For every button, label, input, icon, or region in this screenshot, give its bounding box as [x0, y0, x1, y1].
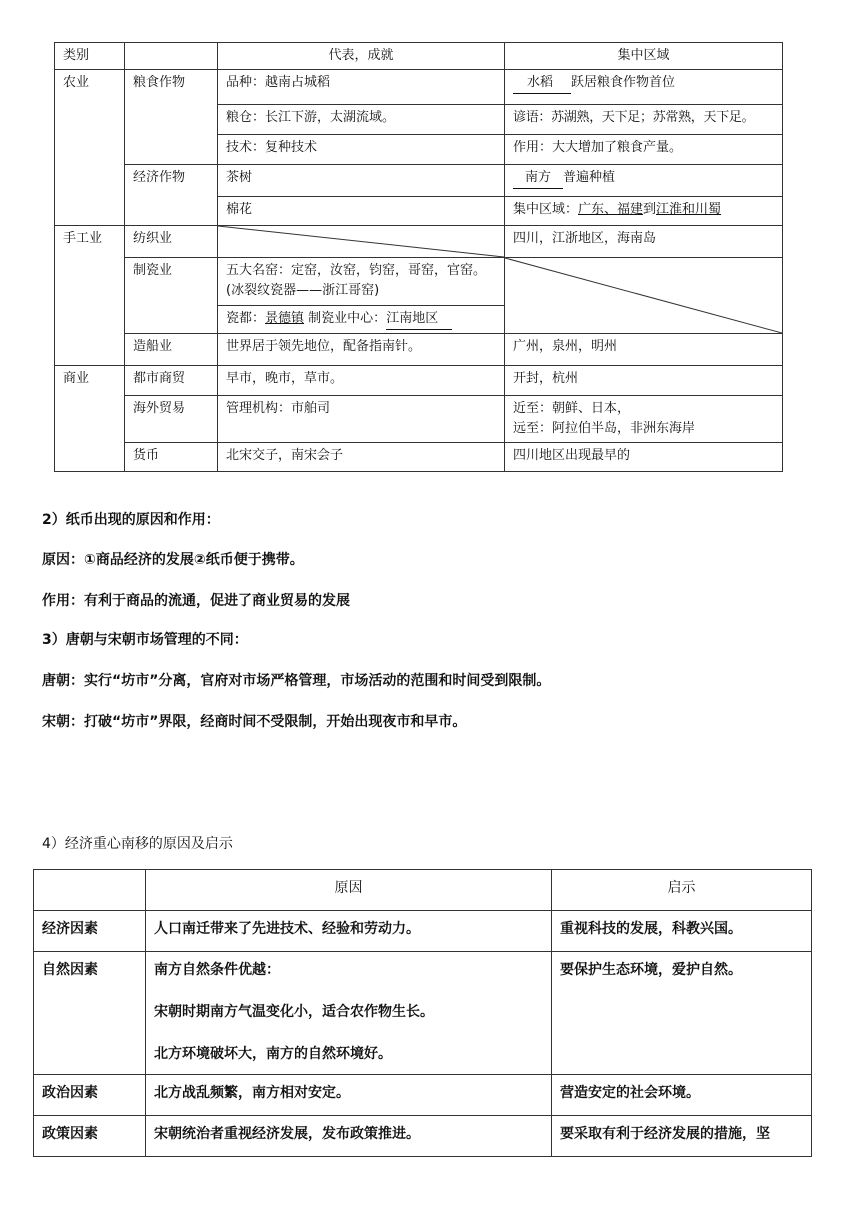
cell-line: 远至：阿拉伯半岛，非洲东海岸	[513, 421, 696, 436]
cell-text: 瓷都：	[226, 311, 266, 326]
table-cell: 作用：大大增加了粮食产量。	[505, 135, 783, 165]
table-row	[34, 1116, 812, 1157]
factor-cell: 政策因素	[34, 1116, 146, 1157]
header-representative: 代表，成就	[218, 43, 505, 70]
table-cell: 四川地区出现最早的	[505, 443, 783, 472]
reason-cell	[146, 1075, 552, 1116]
table-row	[34, 952, 812, 1075]
lesson-cell: 要保护生态环境，爱护自然。	[552, 952, 812, 1075]
table-cell: 北宋交子，南宋会子	[218, 443, 505, 472]
table-header-row	[34, 870, 812, 911]
diagonal-line	[505, 258, 782, 333]
table-cell	[505, 197, 783, 226]
section-3-song: 宋朝：打破“坊市”界限，经商时间不受限制，开始出现夜市和早市。	[42, 714, 467, 730]
table-cell: 五大名窑：定窑，汝窑，钧窑，哥窑，官窑。(冰裂纹瓷器——浙江哥窑)	[218, 258, 505, 306]
table-row	[55, 258, 783, 306]
table-cell: 四川，江浙地区，海南岛	[505, 226, 783, 258]
header-category: 类别	[55, 43, 125, 70]
table-row	[55, 334, 783, 366]
reason-line: 宋朝时期南方气温变化小，适合农作物生长。	[154, 1004, 434, 1020]
header-region: 集中区域	[505, 43, 783, 70]
factor-cell: 政治因素	[34, 1075, 146, 1116]
header-lesson: 启示	[552, 870, 812, 911]
table-cell: 早市，晚市，草市。	[218, 366, 505, 396]
table-row	[55, 165, 783, 197]
section-4-title: 4）经济重心南移的原因及启示	[42, 836, 233, 852]
table-cell	[505, 165, 783, 197]
table-cell	[505, 396, 783, 443]
reason-line: 南方自然条件优越：	[154, 962, 280, 978]
reason-line: 宋朝统治者重视经济发展，发布政策推进。	[154, 1126, 420, 1142]
table-cell: 技术：复种技术	[218, 135, 505, 165]
table-header-row	[55, 43, 783, 70]
fill-blank: 水稻	[513, 73, 571, 94]
section-3-tang: 唐朝：实行“坊市”分离，官府对市场严格管理，市场活动的范围和时间受到限制。	[42, 673, 551, 689]
table-cell	[218, 306, 505, 334]
table-row	[55, 396, 783, 443]
lesson-cell: 重视科技的发展，科教兴国。	[552, 911, 812, 952]
cell-text: 制瓷业中心：	[308, 311, 387, 326]
subcategory-porcelain: 制瓷业	[125, 258, 218, 334]
underlined-answer: 景德镇	[265, 311, 305, 326]
reason-cell	[146, 911, 552, 952]
reason-cell	[146, 1116, 552, 1157]
reason-cell	[146, 952, 552, 1075]
reason-line: 人口南迁带来了先进技术、经验和劳动力。	[154, 921, 420, 937]
table-row	[34, 1075, 812, 1116]
section-2-title: 2）纸币出现的原因和作用：	[42, 512, 220, 528]
table-cell: 茶树	[218, 165, 505, 197]
reason-line: 北方环境破坏大，南方的自然环境好。	[154, 1046, 392, 1062]
table-cell: 粮仓：长江下游，太湖流域。	[218, 105, 505, 135]
category-handicraft: 手工业	[55, 226, 125, 366]
underlined-answer: 江淮和川蜀	[656, 202, 722, 217]
cell-line: 近至：朝鲜、日本，	[513, 401, 631, 416]
table-row	[55, 70, 783, 105]
fill-blank: 南方	[513, 168, 563, 189]
table-cell: 开封，杭州	[505, 366, 783, 396]
subcategory-cash-crops: 经济作物	[125, 165, 218, 226]
underlined-answer: 江南地区	[386, 309, 452, 330]
section-2-effect: 作用：有利于商品的流通，促进了商业贸易的发展	[42, 593, 350, 609]
table-cell: 品种：越南占城稻	[218, 70, 505, 105]
subcategory-foreign-trade: 海外贸易	[125, 396, 218, 443]
table-cell	[505, 70, 783, 105]
table-cell: 谚语：苏湖熟，天下足；苏常熟，天下足。	[505, 105, 783, 135]
underlined-answer: 广东、福建	[578, 202, 644, 217]
subcategory-grain: 粮食作物	[125, 70, 218, 165]
reason-line: 北方战乱频繁，南方相对安定。	[154, 1085, 350, 1101]
table-cell: 棉花	[218, 197, 505, 226]
section-2-reason: 原因：①商品经济的发展②纸币便于携带。	[42, 552, 304, 568]
cell-text: 到	[643, 202, 657, 217]
header-subcategory	[125, 43, 218, 70]
header-reason: 原因	[146, 870, 552, 911]
southward-shift-table	[33, 869, 812, 1157]
lesson-cell: 要采取有利于经济发展的措施，坚	[552, 1116, 812, 1157]
cell-text: 集中区域：	[513, 202, 579, 217]
song-economy-table	[54, 42, 783, 472]
section-3-title: 3）唐朝与宋朝市场管理的不同：	[42, 632, 248, 648]
table-cell: 世界居于领先地位，配备指南针。	[218, 334, 505, 366]
table-row	[55, 443, 783, 472]
cell-text: 跃居粮食作物首位	[571, 75, 676, 90]
diagonal-line	[218, 226, 504, 257]
subcategory-currency: 货币	[125, 443, 218, 472]
factor-cell: 经济因素	[34, 911, 146, 952]
table-row	[55, 226, 783, 258]
table-cell: 管理机构：市舶司	[218, 396, 505, 443]
table-cell: 广州，泉州，明州	[505, 334, 783, 366]
table-row	[34, 911, 812, 952]
category-commerce: 商业	[55, 366, 125, 472]
lesson-cell: 营造安定的社会环境。	[552, 1075, 812, 1116]
factor-cell: 自然因素	[34, 952, 146, 1075]
cell-text: 普遍种植	[563, 170, 616, 185]
table-row	[55, 366, 783, 396]
subcategory-textile: 纺织业	[125, 226, 218, 258]
subcategory-shipbuilding: 造船业	[125, 334, 218, 366]
header-factor	[34, 870, 146, 911]
diagonal-empty-cell	[218, 226, 505, 258]
category-agriculture: 农业	[55, 70, 125, 226]
diagonal-empty-cell	[505, 258, 783, 334]
subcategory-city-trade: 都市商贸	[125, 366, 218, 396]
